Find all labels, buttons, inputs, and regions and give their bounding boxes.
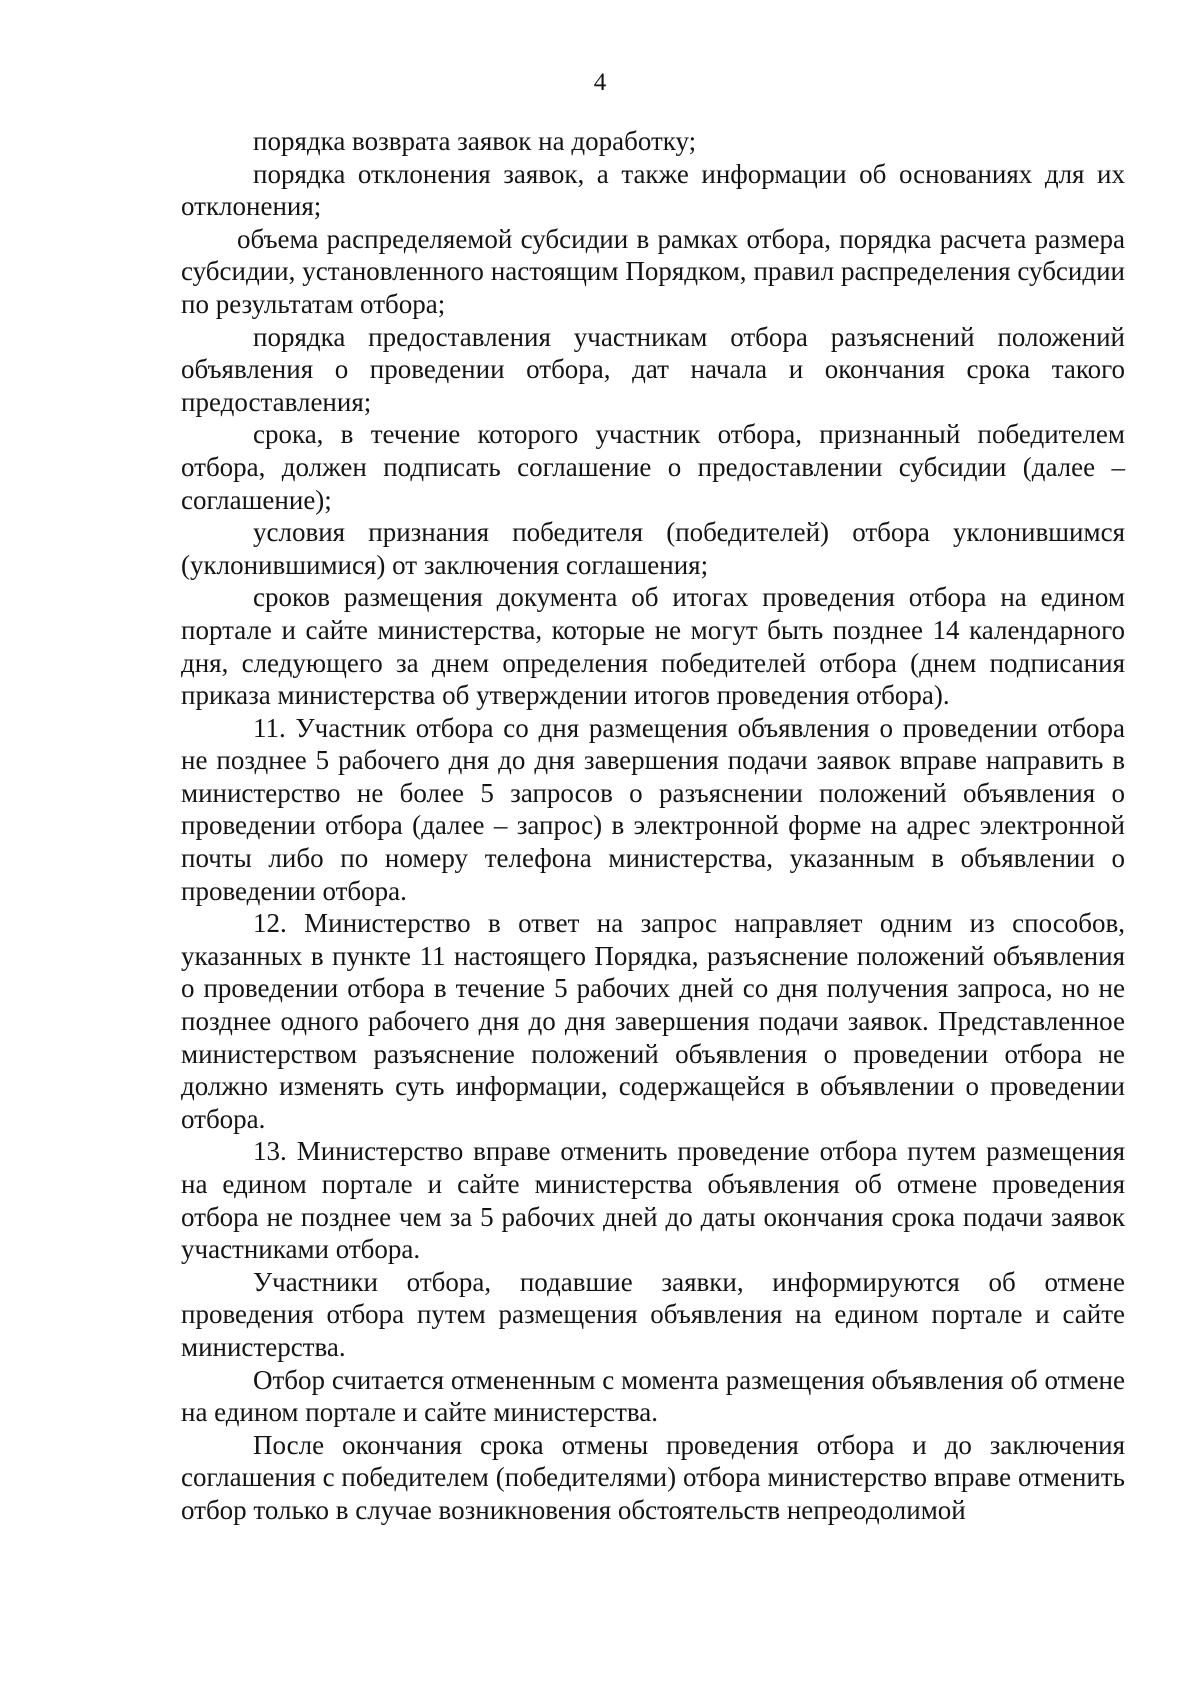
paragraph-item-13: 13. Министерство вправе отменить проведение отбора путем размещения на едином портале и сайте министерства объявления об отмене проведения отбора не позднее чем за 5 рабочих дней до даты окончания срока подачи заявок участниками отбора. xyxy=(181,1136,1125,1265)
paragraph-subsidy-volume: объема распределяемой субсидии в рамках отбора, порядка расчета размера субсидии, установленного настоящим Порядком, правил распределения субсидии по результатам отбора; xyxy=(181,223,1125,319)
paragraph-evasion-conditions: условия признания победителя (победителей) отбора уклонившимся (уклонившимися) от заключения соглашения; xyxy=(181,517,1125,580)
paragraph-force-majeure: После окончания срока отмены проведения отбора и до заключения соглашения с победителем (победителями) отбора министерство вправе отменить отбор только в случае возникновения обстоятельств непреодолимой xyxy=(181,1429,1125,1525)
page-number: 4 xyxy=(593,69,607,96)
paragraph-clarification-procedure: порядка предоставления участникам отбора разъяснений положений объявления о проведении отбора, дат начала и окончания срока такого предоставления; xyxy=(181,321,1125,417)
paragraph-participants-informed: Участники отбора, подавшие заявки, информируются об отмене проведения отбора путем размещения объявления на едином портале и сайте министерства. xyxy=(181,1266,1125,1362)
paragraph-item-11: 11. Участник отбора со дня размещения объявления о проведении отбора не позднее 5 рабочего дня до дня завершения подачи заявок вправе направить в министерство не более 5 запросов о разъяснении положений объявления о проведении отбора (далее – запрос) в электронной форме на адрес электронной почты либо по номеру телефона министерства, указанным в объявлении о проведении отбора. xyxy=(181,712,1125,906)
paragraph-results-publication: сроков размещения документа об итогах проведения отбора на едином портале и сайте министерства, которые не могут быть позднее 14 календарного дня, следующего за днем определения победителей отбора (днем подписания приказа министерства об утверждении итогов проведения отбора). xyxy=(181,582,1125,711)
paragraph-agreement-deadline: срока, в течение которого участник отбора, признанный победителем отбора, должен подписать соглашение о предоставлении субсидии (далее – соглашение); xyxy=(181,419,1125,515)
paragraph-rejection-procedure: порядка отклонения заявок, а также информации об основаниях для их отклонения; xyxy=(181,158,1125,222)
paragraph-selection-cancelled: Отбор считается отмененным с момента размещения объявления об отмене на едином портале и сайте министерства. xyxy=(181,1364,1125,1428)
paragraph-item-12: 12. Министерство в ответ на запрос направляет одним из способов, указанных в пункте 11 настоящего Порядка, разъяснение положений объявления о проведении отбора в течение 5 рабочих дней со дня получения запроса, но не позднее одного рабочего дня до дня завершения подачи заявок. Представленное министерством разъяснение положений объявления о проведении отбора не должно изменять суть информации, содержащейся в объявлении о проведении отбора. xyxy=(181,908,1125,1134)
paragraph-return-procedure: порядка возврата заявок на доработку; xyxy=(253,126,697,156)
document-body xyxy=(181,125,1125,1527)
